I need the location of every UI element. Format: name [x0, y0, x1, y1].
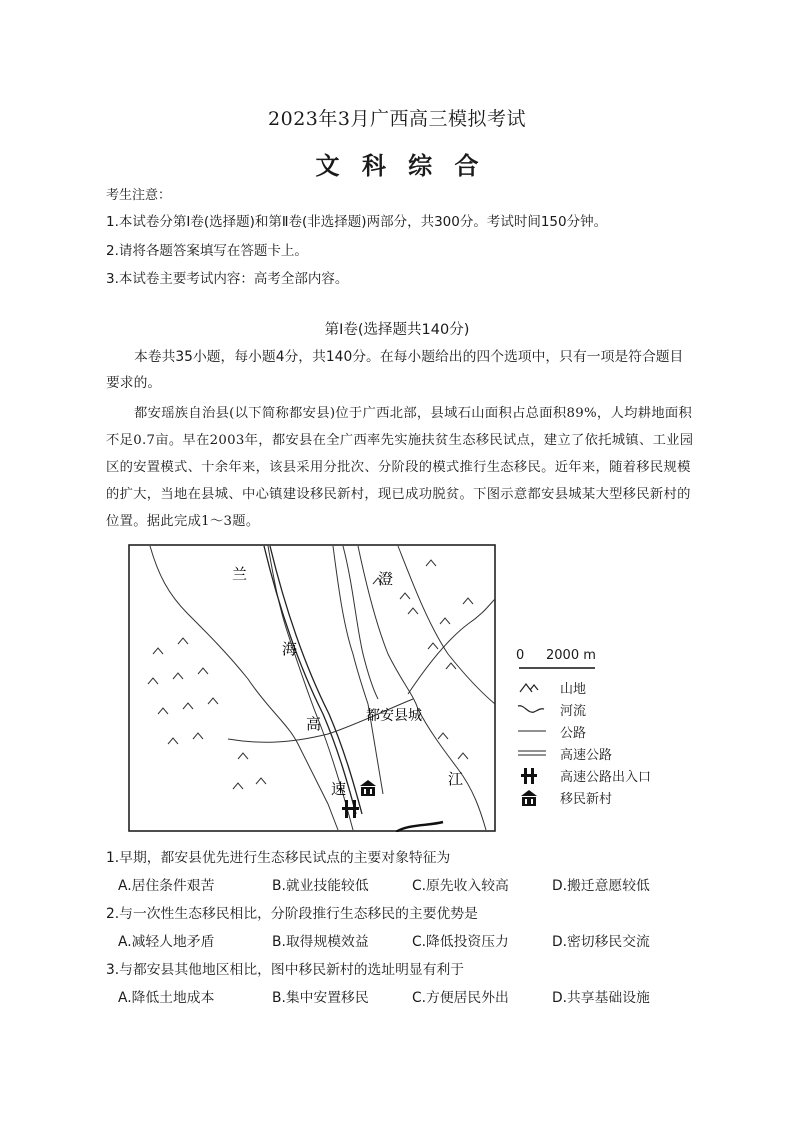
- location-map: [128, 544, 496, 832]
- option-a[interactable]: A.居住条件艰苦: [118, 878, 215, 894]
- option-d[interactable]: D.共享基础设施: [552, 990, 650, 1006]
- notice-item: 2.请将各题答案填写在答题卡上。: [106, 243, 308, 259]
- mountain-icon: [516, 680, 546, 694]
- question-stem: 1.早期，都安县优先进行生态移民试点的主要对象特征为: [106, 850, 451, 866]
- scale-value: 2000 m: [546, 648, 596, 663]
- map-label-jiang: 江: [448, 770, 464, 788]
- option-a[interactable]: A.降低土地成本: [118, 990, 215, 1006]
- legend-label: 河流: [560, 704, 587, 719]
- option-a[interactable]: A.减轻人地矛盾: [118, 934, 215, 950]
- map-label-gao: 高: [306, 715, 322, 733]
- notice-heading: 考生注意：: [106, 188, 172, 203]
- option-c[interactable]: C.降低投资压力: [412, 934, 509, 950]
- expressway-icon: [516, 746, 546, 760]
- question-stem: 3.与都安县其他地区相比，图中移民新村的选址明显有利于: [106, 962, 465, 978]
- road-icon: [516, 724, 546, 738]
- new-village-icon: [516, 790, 546, 806]
- reading-passage: 都安瑶族自治县(以下简称都安县)位于广西北部，县域石山面积占总面积89%，人均耕地面积不足0.7亩。早在2003年，都安县在全广西率先实施扶贫生态移民试点，建立了依托城镇、工业园区的安置模式、十余年来，该县采用分批次、分阶段的模式推行生态移民。近年来，随着移民规模的扩大，当地在县城、中心镇建设移民新村，现已成功脱贫。下图示意都安县城某大型移民新村的位置。据此完成1～3题。: [106, 406, 694, 529]
- option-b[interactable]: B.就业技能较低: [272, 878, 369, 894]
- section-intro: 本卷共35小题，每小题4分，共140分。在每小题给出的四个选项中，只有一项是符合题目要求的。: [106, 349, 684, 391]
- question-stem: 2.与一次性生态移民相比，分阶段推行生态移民的主要优势是: [106, 906, 478, 922]
- map-label-lan: 兰: [232, 565, 248, 583]
- legend-label: 公路: [560, 726, 587, 741]
- notice-item: 3.本试卷主要考试内容：高考全部内容。: [106, 271, 349, 287]
- subtitle-char: 综: [408, 151, 433, 180]
- legend-label: 高速公路: [560, 748, 613, 763]
- river-icon: [516, 702, 546, 716]
- expressway-exit-icon: [516, 768, 546, 784]
- section-title: 第Ⅰ卷(选择题共140分): [324, 322, 470, 338]
- map-label-hai: 海: [282, 640, 298, 658]
- option-b[interactable]: B.集中安置移民: [272, 990, 369, 1006]
- map-label-county: 都安县城: [366, 708, 422, 724]
- legend-label: 山地: [560, 682, 587, 697]
- option-d[interactable]: D.密切移民交流: [552, 934, 650, 950]
- map-label-cheng: 澄: [378, 570, 394, 588]
- option-c[interactable]: C.原先收入较高: [412, 878, 509, 894]
- map-label-su: 速: [331, 780, 347, 798]
- scale-zero: 0: [516, 648, 525, 663]
- option-d[interactable]: D.搬迁意愿较低: [552, 878, 650, 894]
- subtitle-char: 合: [454, 151, 479, 180]
- subtitle-char: 科: [361, 151, 386, 180]
- option-b[interactable]: B.取得规模效益: [272, 934, 369, 950]
- subtitle-char: 文: [315, 151, 340, 180]
- exam-subtitle: [0, 146, 794, 181]
- option-c[interactable]: C.方便居民外出: [412, 990, 509, 1006]
- exam-title: 2023年3月广西高三模拟考试: [268, 108, 526, 130]
- map-legend: [516, 648, 706, 818]
- scale-bar: [519, 665, 599, 671]
- notice-item: 1.本试卷分第Ⅰ卷(选择题)和第Ⅱ卷(非选择题)两部分，共300分。考试时间150分钟。: [106, 214, 608, 230]
- legend-label: 高速公路出入口: [560, 770, 652, 785]
- legend-label: 移民新村: [560, 792, 613, 807]
